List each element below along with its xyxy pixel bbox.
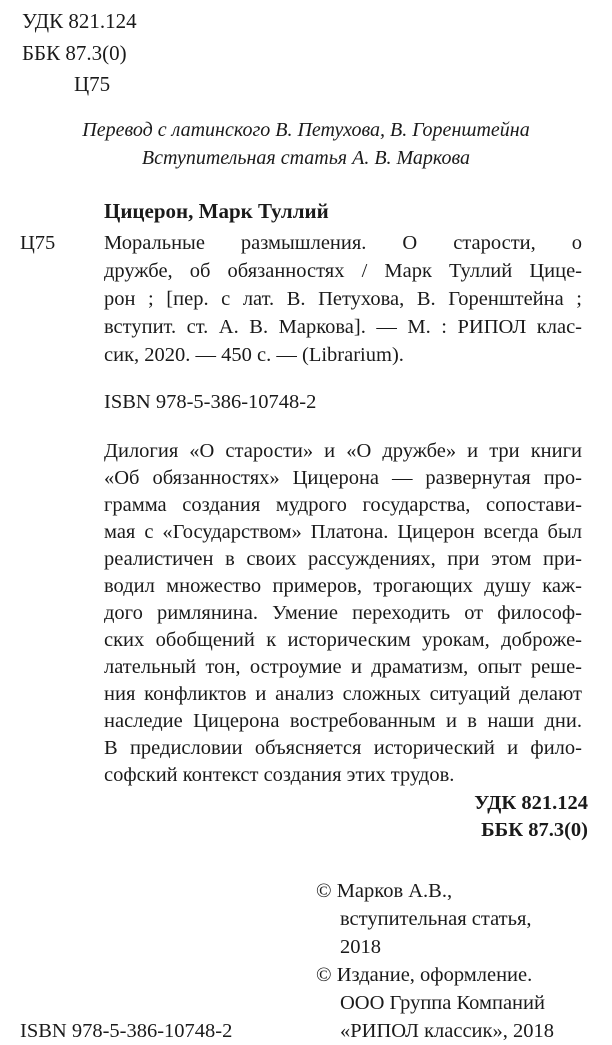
annotation-line: лательный тон, остроумие и драматизм, опыт реше- — [104, 656, 582, 678]
annotation-line: ния конфликтов и анализ сложных ситуаций делают — [104, 683, 582, 705]
isbn-bottom: ISBN 978-5-386-10748-2 — [20, 1020, 233, 1042]
record-line-last: сик, 2020. — 450 с. — (Librarium). — [104, 344, 404, 366]
annotation-line: мая с «Государством» Платона. Цицерон всегда был — [104, 521, 582, 543]
author-sign-code: Ц75 — [74, 72, 111, 96]
isbn-line: ISBN 978-5-386-10748-2 — [104, 391, 317, 413]
copyright-publisher-year: «РИПОЛ классик», 2018 — [340, 1020, 554, 1042]
annotation-line: «Об обязанностях» Цицерона — развернутая про- — [104, 467, 582, 489]
foreword-credit: Вступительная статья А. В. Маркова — [141, 147, 471, 169]
record-line: дружбе, об обязанностях / Марк Туллий Цице- — [104, 260, 582, 282]
copyright-publisher: © Издание, оформление. — [316, 964, 533, 986]
annotation-line: водил множество примеров, трогающих душу каж- — [104, 575, 582, 597]
translator-credit: Перевод с латинского В. Петухова, В. Горенштейна — [82, 119, 530, 141]
annotation-line: дого римлянина. Умение переходить от философ- — [104, 602, 582, 624]
record-line: Моральные размышления. О старости, о — [104, 232, 582, 254]
annotation-line-last: софский контекст создания этих трудов. — [104, 764, 455, 786]
author-heading: Цицерон, Марк Туллий — [104, 199, 329, 223]
copyright-publisher-name: ООО Группа Компаний — [340, 992, 545, 1014]
annotation-line: В предисловии объясняется исторический и фило- — [104, 737, 582, 759]
copyright-author-role: вступительная статья, — [340, 908, 532, 930]
record-code: Ц75 — [20, 232, 56, 254]
udk-code-bottom: УДК 821.124 — [474, 792, 588, 814]
annotation-line: ских обобщений к историческим урокам, доброже- — [104, 629, 582, 651]
copyright-author-year: 2018 — [340, 936, 381, 958]
record-line: рон ; [пер. с лат. В. Петухова, В. Горенштейна ; — [104, 288, 582, 310]
annotation-line: Дилогия «О старости» и «О дружбе» и три книги — [104, 440, 582, 462]
copyright-author: © Марков А.В., — [316, 880, 453, 902]
record-line: вступит. ст. А. В. Маркова]. — М. : РИПОЛ клас- — [104, 316, 582, 338]
bbk-code: ББК 87.3(0) — [22, 41, 127, 65]
annotation-line: реалистичен в своих рассуждениях, при этом при- — [104, 548, 582, 570]
udk-code: УДК 821.124 — [22, 9, 137, 33]
bbk-code-bottom: ББК 87.3(0) — [481, 819, 588, 841]
annotation-line: грамма создания мудрого государства, сопостави- — [104, 494, 582, 516]
annotation-line: наследие Цицерона востребованным и в наши дни. — [104, 710, 582, 732]
